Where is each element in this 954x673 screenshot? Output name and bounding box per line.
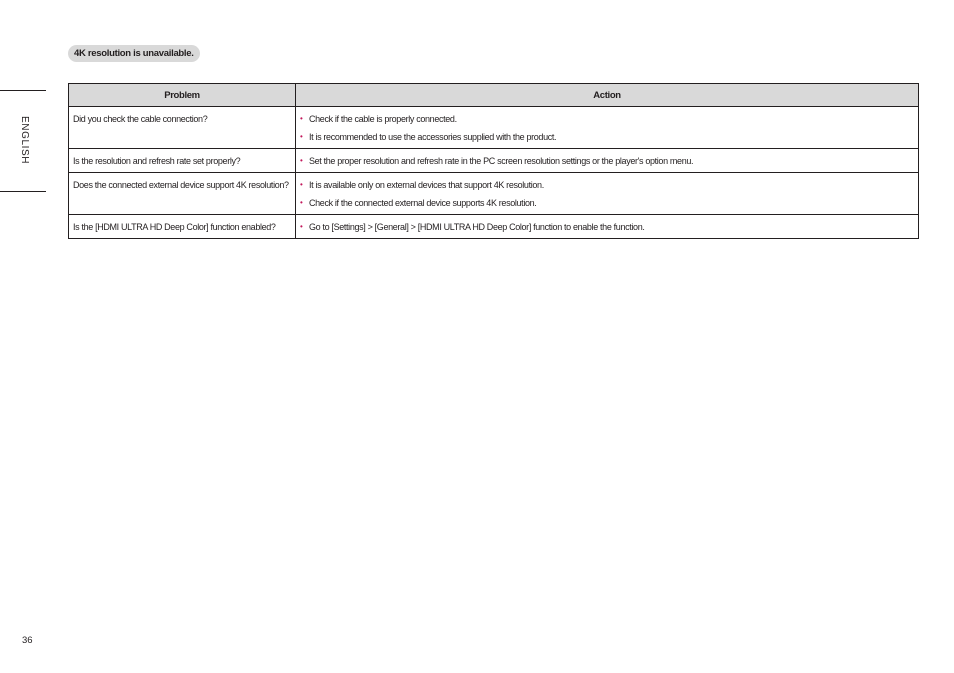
header-problem: Problem: [69, 84, 296, 107]
table-header-row: [69, 84, 919, 107]
troubleshooting-table: [68, 83, 919, 239]
action-item: • Check if the cable is properly connected.: [300, 113, 914, 125]
table-row: [69, 149, 919, 173]
action-item: • Check if the connected external device supports 4K resolution.: [300, 197, 914, 209]
page-number: 36: [22, 635, 33, 646]
sidebar-rule-top: [0, 90, 46, 91]
action-item: • It is available only on external devices that support 4K resolution.: [300, 179, 914, 191]
header-action: Action: [296, 84, 919, 107]
action-list: [300, 221, 914, 233]
table-row: [69, 107, 919, 149]
table-row: [69, 215, 919, 239]
action-item: • It is recommended to use the accessories supplied with the product.: [300, 131, 914, 143]
section-title: 4K resolution is unavailable.: [68, 45, 200, 62]
problem-cell: Is the resolution and refresh rate set properly?: [69, 149, 296, 173]
action-item: • Go to [Settings] > [General] > [HDMI ULTRA HD Deep Color] function to enable the function.: [300, 221, 914, 233]
action-list: [300, 179, 914, 209]
sidebar-rule-bottom: [0, 191, 46, 192]
problem-cell: Is the [HDMI ULTRA HD Deep Color] function enabled?: [69, 215, 296, 239]
action-cell: [296, 215, 919, 239]
table-row: [69, 173, 919, 215]
action-list: [300, 113, 914, 143]
problem-cell: Does the connected external device support 4K resolution?: [69, 173, 296, 215]
action-cell: [296, 173, 919, 215]
action-cell: [296, 107, 919, 149]
action-list: [300, 155, 914, 167]
action-item: • Set the proper resolution and refresh rate in the PC screen resolution settings or the player's option menu.: [300, 155, 914, 167]
action-cell: [296, 149, 919, 173]
language-label: ENGLISH: [19, 116, 30, 165]
problem-cell: Did you check the cable connection?: [69, 107, 296, 149]
